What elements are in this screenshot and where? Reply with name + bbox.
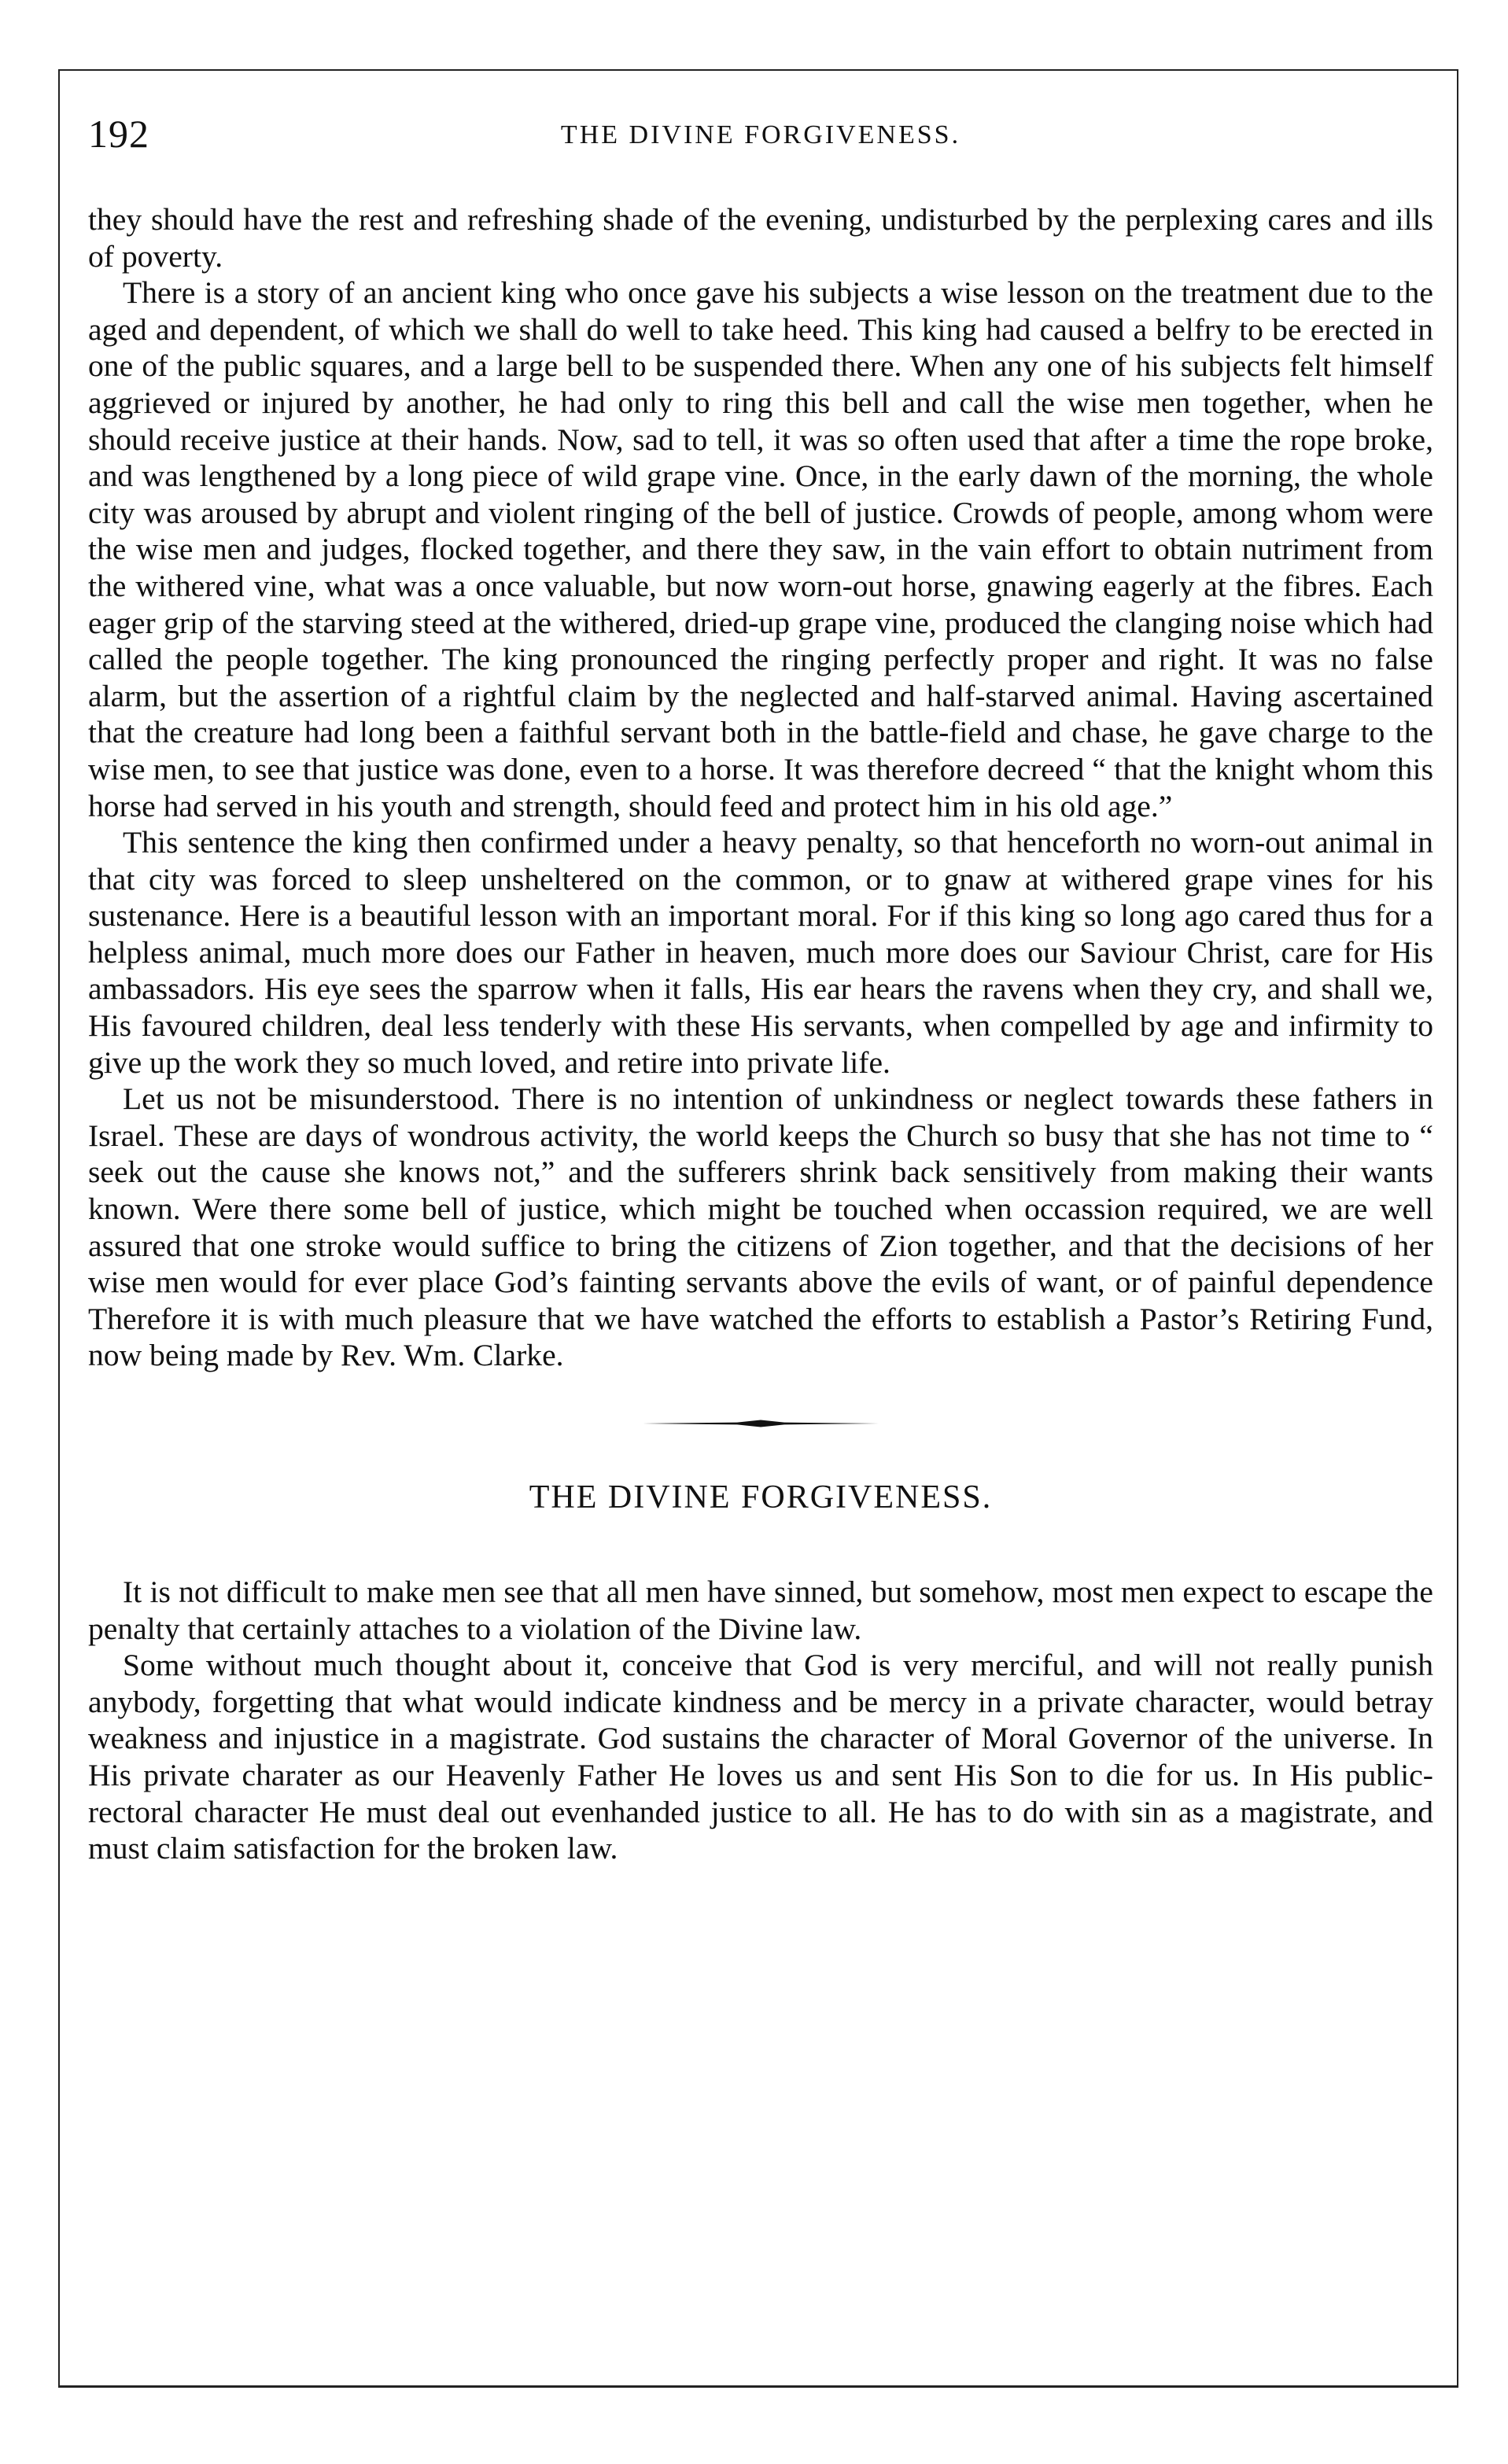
article2-paragraph-2: Some without much thought about it, conceive that God is very merciful, and will not really punish anybody, forgetting that what would indicate kindness and be mercy in a private character, would betray weakness and injustice in a magistrate. God sustains the character of Moral Governor of the universe. In His private charater as our Heavenly Father He loves us and sent His Son to die for us. In His public-rectoral character He must deal out evenhanded justice to all. He has to do with sin as a magistrate, and must claim satisfaction for the broken law. <box>88 1648 1433 1866</box>
page-number: 192 <box>88 112 149 156</box>
article1-paragraph-3: This sentence the king then confirmed under a heavy penalty, so that henceforth no worn-out animal in that city was forced to sleep unsheltered on the common, or to gnaw at withered grape vines for his sustenance. Here is a beautiful lesson with an important moral. For if this king so long ago cared thus for a helpless animal, much more does our Father in heaven, much more does our Saviour Christ, care for His ambassadors. His eye sees the sparrow when it falls, His ear hears the ravens when they cry, and shall we, His favoured children, deal less tenderly with these His servants, when compelled by age and infirmity to give up the work they so much loved, and retire into private life. <box>88 825 1433 1080</box>
article1-paragraph-1: they should have the rest and refreshing shade of the evening, undisturbed by the perplexing cares and ills of poverty. <box>88 202 1433 274</box>
article2-paragraph-1: It is not difficult to make men see that all men have sinned, but somehow, most men expect to escape the penalty that certainly attaches to a violation of the Divine law. <box>88 1575 1433 1646</box>
page-header <box>88 110 1433 157</box>
article1-paragraph-4: Let us not be misunderstood. There is no intention of unkindness or neglect towards these fathers in Israel. These are days of wondrous activity, the world keeps the Church so busy that she has not time to “ seek out the cause she knows not,” and the sufferers shrink back sensitively from making their wants known. Were there some bell of justice, which might be touched when occassion required, we are well assured that one stroke would suffice to bring the citizens of Zion together, and that the decisions of her wise men would for ever place God’s fainting servants above the evils of want, or of painful dependence Therefore it is with much pleasure that we have watched the efforts to establish a Pastor’s Retiring Fund, now being made by Rev. Wm. Clarke. <box>88 1081 1433 1373</box>
running-title: THE DIVINE FORGIVENESS. <box>560 120 961 149</box>
page-body <box>88 201 1433 1867</box>
article1-paragraph-2: There is a story of an ancient king who once gave his subjects a wise lesson on the treatment due to the aged and dependent, of which we shall do well to take heed. This king had caused a belfry to be erected in one of the public squares, and a large bell to be suspended there. When any one of his subjects felt himself aggrieved or injured by another, he had only to ring this bell and call the wise men together, when he should receive justice at their hands. Now, sad to tell, it was so often used that after a time the rope broke, and was lengthened by a long piece of wild grape vine. Once, in the early dawn of the morning, the whole city was aroused by abrupt and violent ringing of the bell of justice. Crowds of people, among whom were the wise men and judges, flocked together, and there they saw, in the vain effort to obtain nutriment from the withered vine, what was a once valuable, but now worn-out horse, gnawing eagerly at the fibres. Each eager grip of the starving steed at the withered, dried-up grape vine, produced the clanging noise which had called the people together. The king pronounced the ringing perfectly proper and right. It was no false alarm, but the assertion of a rightful claim by the neglected and half-starved animal. Having ascertained that the creature had long been a faithful servant both in the battle-field and chase, he gave charge to the wise men, to see that justice was done, even to a horse. It was therefore decreed “ that the knight whom this horse had served in his youth and strength, should feed and protect him in his old age.” <box>88 275 1433 823</box>
section-divider <box>643 1420 879 1427</box>
article2-title: THE DIVINE FORGIVENESS. <box>529 1479 993 1516</box>
